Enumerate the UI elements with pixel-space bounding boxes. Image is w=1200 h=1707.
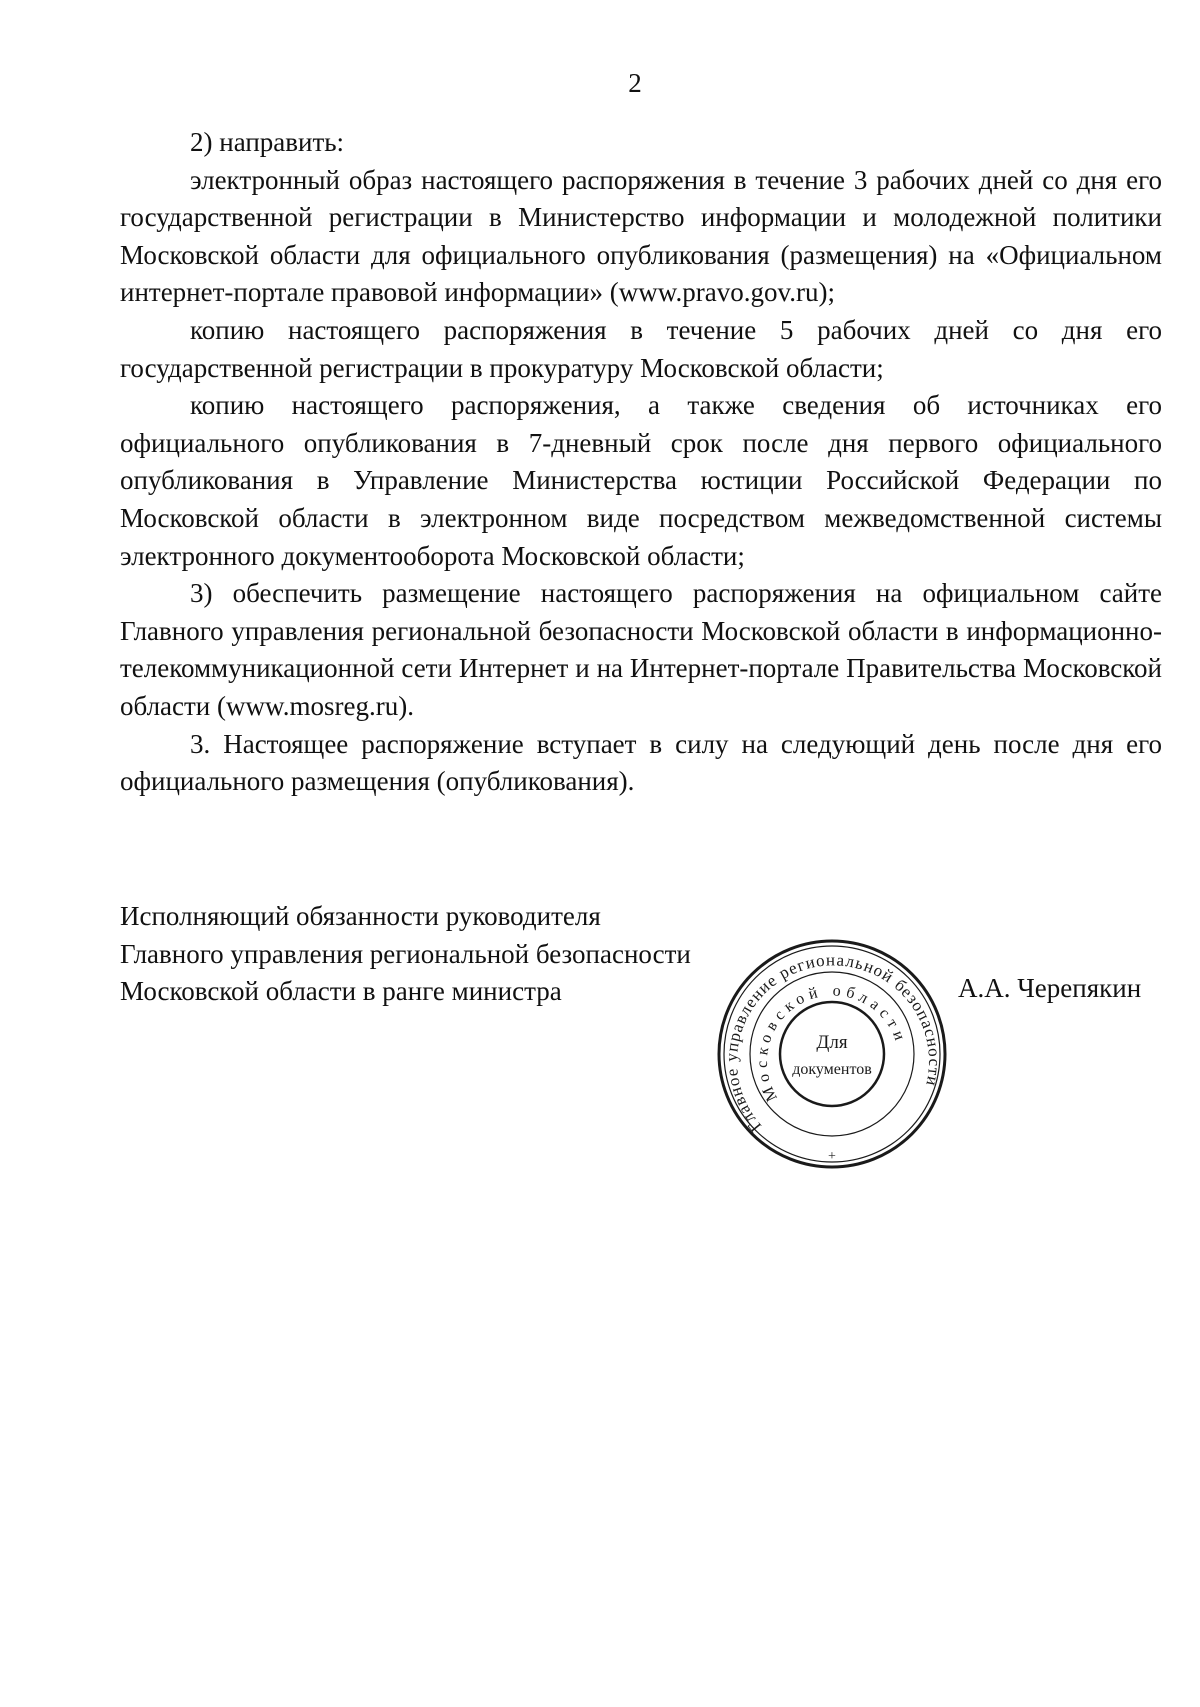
paragraph-electronic-image: электронный образ настоящего распоряжения в течение 3 рабочих дней со дня его государственной регистрации в Министерство информации и молодежной политики Московской области для официального опубликования (размещения) на «Официальном интернет-портале правовой информации» (www.pravo.gov.ru);: [120, 164, 1162, 308]
paragraph-publish-site: 3) обеспечить размещение настоящего распоряжения на официальном сайте Главного управления региональной безопасности Московской области в информационно-телекоммуникационной сети Интернет и на Интернет-портале Правительства Московской области (www.mosreg.ru).: [120, 578, 1162, 721]
stamp-center-line-1: Для: [816, 1032, 848, 1053]
stamp-star-icon: +: [828, 1149, 836, 1164]
document-body: [120, 124, 1162, 801]
signature-title: [120, 898, 691, 1011]
signer-name: А.А. Черепякин: [958, 973, 1142, 1003]
stamp-center-line-2: документов: [792, 1061, 872, 1078]
page-number: 2: [628, 68, 642, 98]
paragraph-effective-date: 3. Настоящее распоряжение вступает в силу на следующий день после дня его официального размещения (опубликования).: [120, 728, 1162, 797]
stamp-center-ring: [780, 1002, 884, 1106]
signature-title-line: Исполняющий обязанности руководителя: [120, 901, 601, 931]
stamp-outer-text: Главное управление региональной безопасности: [721, 950, 945, 1136]
paragraph-direct: 2) направить:: [190, 127, 345, 157]
paragraph-copy-justice: копию настоящего распоряжения, а также сведения об источниках его официального опубликования в 7-дневный срок после дня первого официального опубликования в Управление Министерства юстиции Российской Федерации по Московской области в электронном виде посредством межведомственной системы электронного документооборота Московской области;: [120, 390, 1162, 571]
paragraph-copy-prosecutor: копию настоящего распоряжения в течение 5 рабочих дней со дня его государственной регистрации в прокуратуру Московской области;: [120, 314, 1162, 383]
signature-title-line: Главного управления региональной безопасности: [120, 938, 691, 969]
official-stamp: [716, 938, 948, 1170]
stamp-inner-text: Московской области: [753, 982, 910, 1104]
signature-title-line: Московской области в ранге министра: [120, 976, 562, 1007]
